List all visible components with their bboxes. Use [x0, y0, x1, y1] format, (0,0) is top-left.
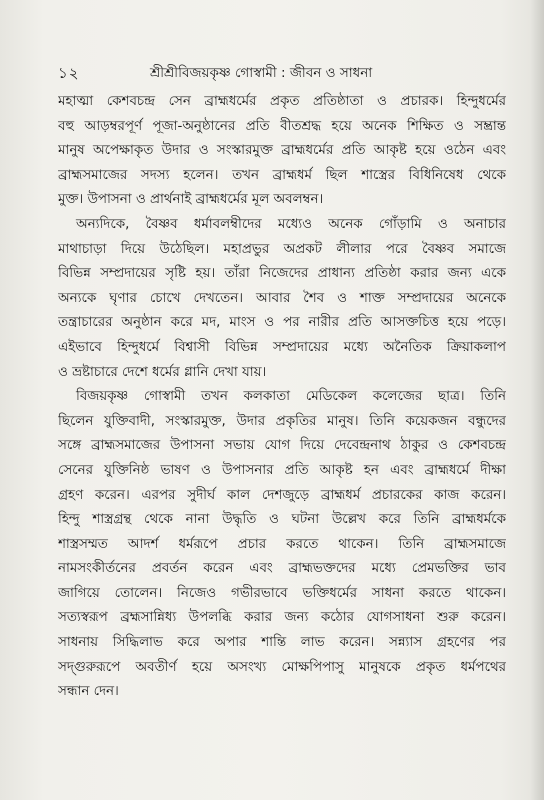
text-line: তন্ত্রাচারের অনুষ্ঠান করে মদ, মাংস ও পর নারীর প্রতি আসক্তচিত্ত হয়ে পড়ে। — [58, 315, 506, 331]
paragraph — [58, 385, 506, 705]
text-line: সেনের যুক্তিনিষ্ঠ ভাষণ ও উপাসনার প্রতি আকৃষ্ট হন এবং ব্রাহ্মধর্মে দীক্ষা — [58, 462, 506, 478]
page-header — [58, 62, 506, 86]
text-line: হিন্দু শাস্ত্রগ্রন্থ থেকে নানা উদ্ধৃতি ও ঘটনা উল্লেখ করে তিনি ব্রাহ্মধর্মকে — [58, 512, 506, 528]
text-line: ব্রাহ্মসমাজের সদস্য হলেন। তখন ব্রাহ্মধর্ম ছিল শাস্ত্রের বিধিনিষেধ থেকে — [58, 167, 506, 183]
paragraph — [58, 90, 506, 213]
text-line: জাগিয়ে তোলেন। নিজেও গভীরভাবে ভক্তিধর্মের সাধনা করতে থাকেন। — [58, 585, 506, 601]
text-line: গ্রহণ করেন। এরপর সুদীর্ঘ কাল দেশজুড়ে ব্রাহ্মধর্ম প্রচারকের কাজ করেন। — [58, 487, 506, 503]
text-line: শাস্ত্রসম্মত আদর্শ ধর্মরূপে প্রচার করতে থাকেন। তিনি ব্রাহ্মসমাজে — [58, 536, 506, 552]
text-line: নামসংকীর্তনের প্রবর্তন করেন এবং ব্রাহ্মভক্তদের মধ্যে প্রেমভক্তির ভাব — [58, 561, 506, 577]
text-line: সদ্গুরুরূপে অবতীর্ণ হয়ে অসংখ্য মোক্ষপিপাসু মানুষকে প্রকৃত ধর্মপথের — [58, 659, 506, 675]
text-line: সঙ্গে ব্রাহ্মসমাজের উপাসনা সভায় যোগ দিয়ে দেবেন্দ্রনাথ ঠাকুর ও কেশবচন্দ্র — [58, 438, 506, 454]
body-text — [58, 90, 506, 705]
text-line: ও ভ্রষ্টাচারে দেশে ধর্মের গ্লানি দেখা যায়। — [58, 364, 267, 380]
text-line: মহাত্মা কেশবচন্দ্র সেন ব্রাহ্মধর্মের প্রকৃত প্রতিষ্ঠাতা ও প্রচারক। হিন্দুধর্মের — [58, 94, 506, 109]
text-line: সন্ধান দেন। — [58, 684, 119, 700]
text-line: বিজয়কৃষ্ণ গোস্বামী তখন কলকাতা মেডিকেল কলেজের ছাত্র। তিনি — [76, 389, 506, 405]
text-line: মাথাচাড়া দিয়ে উঠেছিল। মহাপ্রভুর অপ্রকট লীলার পরে বৈষ্ণব সমাজে — [58, 241, 506, 257]
running-title: শ্রীশ্রীবিজয়কৃষ্ণ গোস্বামী : জীবন ও সাধনা — [150, 65, 373, 81]
text-line: বিভিন্ন সম্প্রদায়ের সৃষ্টি হয়। তাঁরা নিজেদের প্রাধান্য প্রতিষ্ঠা করার জন্য একে — [58, 266, 506, 282]
text-line: সাধনায় সিদ্ধিলাভ করে অপার শান্তি লাভ করেন। সন্ন্যাস গ্রহণের পর — [58, 635, 506, 651]
text-line: এইভাবে হিন্দুধর্মে বিশ্বাসী বিভিন্ন সম্প্রদায়ের মধ্যে অনৈতিক ক্রিয়াকলাপ — [58, 339, 506, 355]
page-number: ১২ — [58, 64, 80, 82]
text-line: অন্যকে ঘৃণার চোখে দেখতেন। আবার শৈব ও শাক্ত সম্প্রদায়ের অনেকে — [58, 290, 506, 306]
text-line: মানুষ অপেক্ষাকৃত উদার ও সংস্কারমুক্ত ব্রাহ্মধর্মের প্রতি আকৃষ্ট হয়ে ওঠেন এবং — [58, 143, 506, 159]
text-line: মুক্ত। উপাসনা ও প্রার্থনাই ব্রাহ্মধর্মের মূল অবলম্বন। — [58, 192, 324, 208]
text-line: বহু আড়ম্বরপূর্ণ পূজা-অনুষ্ঠানের প্রতি বীতশ্রদ্ধ হয়ে অনেক শিক্ষিত ও সম্ভ্রান্ত — [58, 118, 506, 134]
text-line: অন্যদিকে, বৈষ্ণব ধর্মাবলম্বীদের মধ্যেও অনেক গোঁড়ামি ও অনাচার — [76, 216, 506, 232]
text-line: সত্যস্বরূপ ব্রহ্মসান্নিধ্য উপলব্ধি করার জন্য কঠোর যোগসাধনা শুরু করেন। — [58, 610, 506, 626]
page-edge-shadow — [530, 0, 544, 800]
text-line: ছিলেন যুক্তিবাদী, সংস্কারমুক্ত, উদার প্রকৃতির মানুষ। তিনি কয়েকজন বন্ধুদের — [58, 413, 506, 429]
paragraph — [58, 213, 506, 385]
